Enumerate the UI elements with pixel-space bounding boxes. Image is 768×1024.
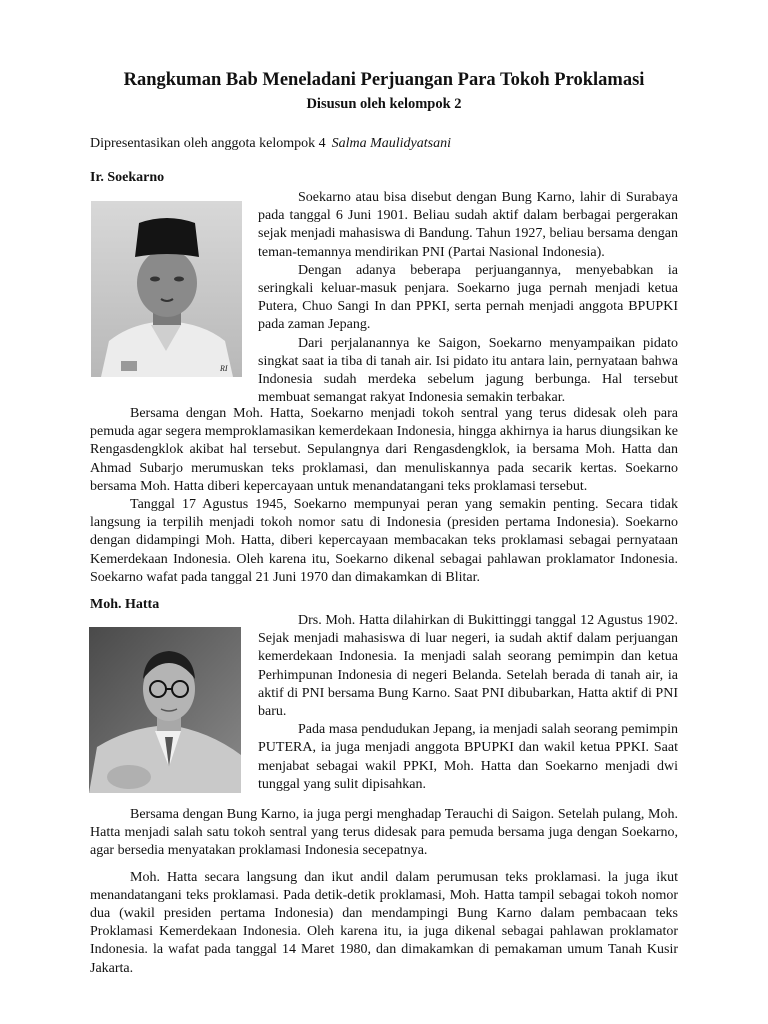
presenter-name: Salma Maulidyatsani [331, 136, 451, 151]
soekarno-full-text [90, 405, 678, 587]
presenter-label: Dipresentasikan oleh anggota kelompok 4 [90, 136, 326, 151]
soekarno-paragraph-5: Tanggal 17 Agustus 1945, Soekarno mempunyai peran yang semakin penting. Secara tidak langsung ia terpilih menjadi tokoh nomor satu di Indonesia (presiden pertama Indonesia). Soekarno dengan didampingi Moh. Hatta, diberi kepercayaan membacakan teks proklamasi sebagai pernyataan Kemerdekaan Indonesia. Oleh karena itu, Soekarno dikenal sebagai pahlawan proklamator Indonesia. Soekarno wafat pada tanggal 21 Juni 1970 dan dimakamkan di Blitar. [90, 497, 678, 585]
hatta-paragraph-4: Moh. Hatta secara langsung dan ikut andil dalam perumusan teks proklamasi. la juga ikut menandatangani teks proklamasi. Pada detik-detik proklamasi, Moh. Hatta tampil sebagai tokoh nomor dua (wakil presiden pertama Indonesia) dan mendampingi Bung Karno dalam pembacaan teks Proklamasi Kemerdekaan Indonesia. Oleh karena itu, ia juga dikenal sebagai pahlawan proklamator Indonesia. la wafat pada tanggal 14 Maret 1980, dan dimakamkan di pemakaman umum Tanah Kusir Jakarta. [90, 869, 678, 976]
hatta-paragraph-2: Pada masa pendudukan Jepang, ia menjadi salah seorang pemimpin PUTERA, ia juga menjadi anggota BPUPKI dan wakil ketua PPKI. Saat menjabat sebagai wakil PPKI, Moh. Hatta dan Soekarno menjadi dwi tunggal yang sulit dipisahkan. [258, 722, 678, 792]
soekarno-paragraph-3: Dari perjalanannya ke Saigon, Soekarno menyampaikan pidato singkat saat ia tiba di tanah air. Isi pidato itu antara lain, pernyataan bahwa Indonesia sudah merdeka sebelum jagung berbunga. Hal tersebut membuat semangat rakyat Indonesia semakin terbakar. [258, 335, 678, 406]
soekarno-paragraph-2: Dengan adanya beberapa perjuangannya, menyebabkan ia seringkali keluar-masuk penjara. Soekarno juga pernah menjadi ketua Putera, Chuo Sangi In dan PPKI, serta pernah menjadi anggota BPUPKI pada zaman Jepang. [258, 262, 678, 333]
hatta-photo [89, 627, 241, 793]
hatta-paragraph-1: Drs. Moh. Hatta dilahirkan di Bukittinggi tanggal 12 Agustus 1902. Sejak menjadi mahasiswa di luar negeri, ia sudah aktif dalam perjuangan kemerdekaan Indonesia. Ia menjadi salah seorang pemimpin dan ketua Perhimpunan Indonesia di negeri Belanda. Setelah berada di tanah air, ia aktif di PNI bersama Bung Karno. Saat PNI dibubarkan, Hatta aktif di PNI baru. [258, 613, 678, 720]
soekarno-heading: Ir. Soekarno [90, 170, 165, 185]
document-subtitle: Disusun oleh kelompok 2 [306, 96, 462, 112]
hatta-paragraph-3: Bersama dengan Bung Karno, ia juga pergi menghadap Terauchi di Saigon. Setelah pulang, Moh. Hatta menjadi salah satu tokoh sentral yang terus didesak para pemuda bersama juga dengan Soekarno, agar bersedia menyatakan proklamasi Indonesia secepatnya. [90, 807, 678, 859]
hatta-heading: Moh. Hatta [90, 597, 160, 612]
soekarno-paragraph-4: Bersama dengan Moh. Hatta, Soekarno menjadi tokoh sentral yang terus didesak oleh para pemuda agar segera memproklamasikan kemerdekaan Indonesia, hingga akhirnya ia harus diungsikan ke Rengasdengklok akibat hal tersebut. Sepulangnya dari Rengasdengklok, ia bersama Moh. Hatta dan Ahmad Subarjo merumuskan teks proklamasi, dan menuliskannya pada secarik kertas. Soekarno bersama Moh. Hatta diberi kepercayaan untuk menandatangani teks proklamasi tersebut. [90, 406, 678, 494]
soekarno-photo [91, 201, 242, 377]
soekarno-photo-badge: RI [220, 364, 228, 373]
soekarno-side-text [258, 189, 678, 407]
hatta-side-text [258, 612, 678, 794]
soekarno-paragraph-1: Soekarno atau bisa disebut dengan Bung Karno, lahir di Surabaya pada tanggal 6 Juni 1901. Beliau sudah aktif dalam berbagai pergerakan sejak menjadi mahasiswa di Bandung. Tahun 1927, beliau bersama dengan teman-temannya mendirikan PNI (Partai Nasional Indonesia). [258, 190, 678, 260]
hatta-full-text [90, 806, 678, 978]
presenter-line [90, 136, 451, 152]
document-title: Rangkuman Bab Meneladani Perjuangan Para Tokoh Proklamasi [123, 70, 645, 90]
